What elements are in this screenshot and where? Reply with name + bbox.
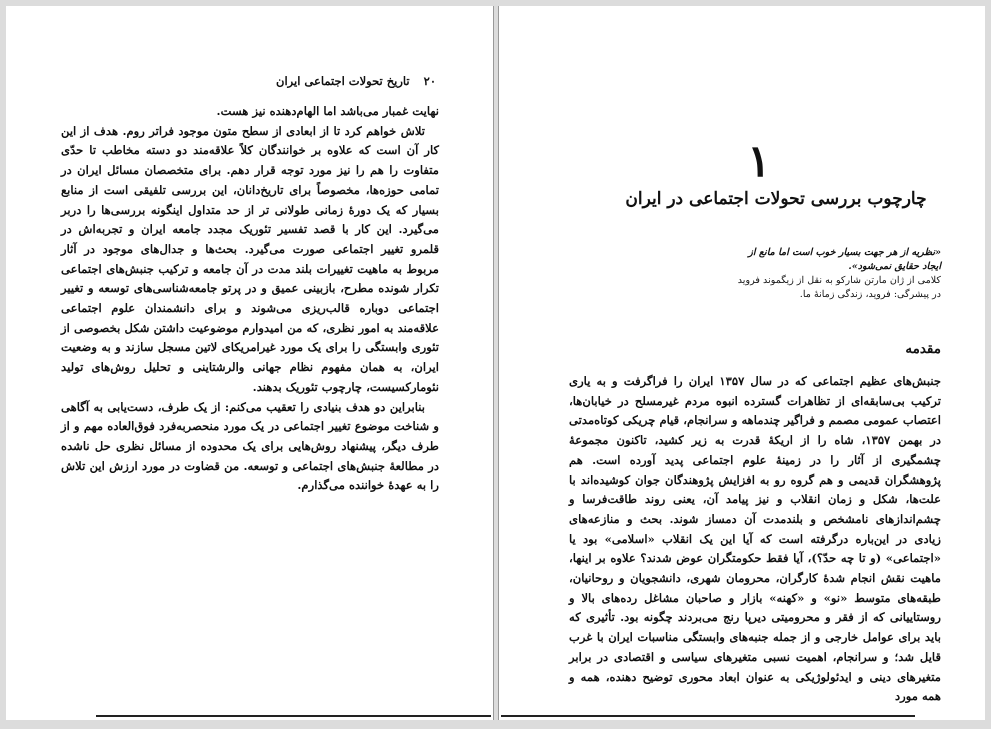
left-body-text bbox=[61, 102, 439, 496]
left-page bbox=[6, 6, 494, 720]
bottom-rule bbox=[501, 715, 915, 717]
epigraph-quote: «نظریه از هر جهت بسیار خوب است اما مانع از ایجاد حقایق نمی‌شود». bbox=[748, 247, 941, 272]
paragraph-2: تلاش خواهم کرد تا از ابعادی از سطح متون موجود فراتر روم. هدف از این کار آن است که علاوه بر خوانندگان کلاً علاقه‌مند دو دسته مخاطب تا حدّی متفاوت را هم را نیز مورد توجه قرار دهم. برای متخصصان مسائل ایران در تمامی حوزه‌ها، مخصوصاً برای تاریخ‌دانان، این بررسی تلفیقی است از منابع بسیار که یک دورهٔ زمانی طولانی تر از حد متداول اینگونه بررسی‌ها را دربر می‌گیرد. این کار با قصد تفسیر تئوریک مجدد جامعه ایران و تجربه‌اش در قلمرو تغییر اجتماعی صورت می‌گیرد. بحث‌ها و جدال‌های موجود در آثار مربوط به ماهیت تغییرات بلند مدت در آن جامعه و ترکیب جنبش‌های اجتماعی تکرار شونده مطرح، بازبینی عمیق و در پرتو جامعه‌شناسی‌های توسعه و تغییر اجتماعی دوباره قالب‌ریزی می‌شوند و برای دانشمندان علوم اجتماعی علاقه‌مند به امور نظری، که من امیدوارم موضوعیت داشتن شکل بخصوصی از تئوری وابستگی را برای یک مورد غیرامریکای لاتین مسجل سازند و به وضعیت ایران، به همان مفهوم نظام جهانی والرشتاینی و تحلیل روش‌های تولید نئومارکسیست، چارچوب تئوریک بدهند. bbox=[61, 123, 439, 394]
epigraph-attribution: کلامی از ژان مارتن شارکو به نقل از زیگموند فروید در پیشرگی: فروید، زندگی زمانهٔ ما. bbox=[737, 275, 941, 300]
epigraph bbox=[737, 246, 941, 302]
bottom-rule bbox=[96, 715, 491, 717]
right-page bbox=[498, 6, 985, 720]
paragraph-3: بنابراین دو هدف بنیادی را تعقیب می‌کنم: از یک طرف، دست‌یابی به آگاهی و شناخت موضوع تغییر اجتماعی در یک مورد منحصربه‌فرد فوق‌العاده مهم و از طرف دیگر، پیشنهاد روش‌هایی برای یک محدوده از مسائل نظری حل ناشده در مطالعهٔ جنبش‌های اجتماعی و توسعه. من قضاوت در مورد ارزش این تلاش را به عهدهٔ خواننده می‌گذارم. bbox=[61, 399, 439, 493]
paragraph-1: نهایت غمبار می‌باشد اما الهام‌دهنده نیز هست. bbox=[216, 104, 439, 118]
right-body-text bbox=[569, 372, 941, 707]
running-head bbox=[194, 74, 436, 88]
chapter-number: ۱ bbox=[747, 136, 771, 187]
page-number: ۲۰ bbox=[423, 74, 436, 88]
chapter-title: چارچوب بررسی تحولات اجتماعی در ایران bbox=[625, 189, 927, 209]
section-heading: مقدمه bbox=[905, 341, 941, 357]
intro-paragraph: جنبش‌های عظیم اجتماعی که در سال ۱۳۵۷ ایران را فراگرفت و به یاری ترکیب بی‌سابقه‌ای از تظاهرات گسترده انبوه مردم غیرمسلح در خیابان‌ها، اعتصاب عمومی مصمم و فراگیر چندماهه و سرانجام، قیام چریکی کوتاه‌مدتی در بهمن ۱۳۵۷، شاه را از اریکهٔ قدرت به زیر کشید، تاکنون مجموعهٔ چشمگیری از آثار را در زمینهٔ علوم اجتماعی پدید آورده است. هم پژوهشگران قدیمی و هم گروه رو به افزایش پژوهندگان جوان کوشیده‌اند با علت‌ها، شکل و زمان انقلاب و نیز پیامد آن، یعنی روند طاقت‌فرسا و چشم‌اندازهای نامشخص و بلندمدت آن دمساز شوند. بحث و منازعه‌های زیادی در این‌باره درگرفته است که آیا این یک انقلاب «اسلامی» بود یا «اجتماعی» (و تا چه حدّ؟)، آیا فقط حکومتگران عوض شدند؟ علاوه بر اینها، ماهیت نقش انجام شدهٔ کارگران، محرومان شهری، دانشجویان و روحانیان، طبقه‌های متوسط «نو» و «کهنه» بازار و صاحبان مشاغل رده‌های بالا و روستاییانی که از فقر و محرومیتی دیرپا رنج می‌بردند چگونه بود. تأثیری که باید برای عوامل خارجی و از جمله جنبه‌های وابستگی مناسبات ایران با غرب قایل شد؛ و سرانجام، اهمیت نسبی متغیرهای سیاسی و اقتصادی در برابر متغیرهای دینی و ایدئولوژیکی به عنوان ابعاد محوری توضیح دهنده، همه و همه مورد bbox=[569, 374, 941, 704]
running-head-title: تاریخ تحولات اجتماعی ایران bbox=[276, 74, 410, 88]
